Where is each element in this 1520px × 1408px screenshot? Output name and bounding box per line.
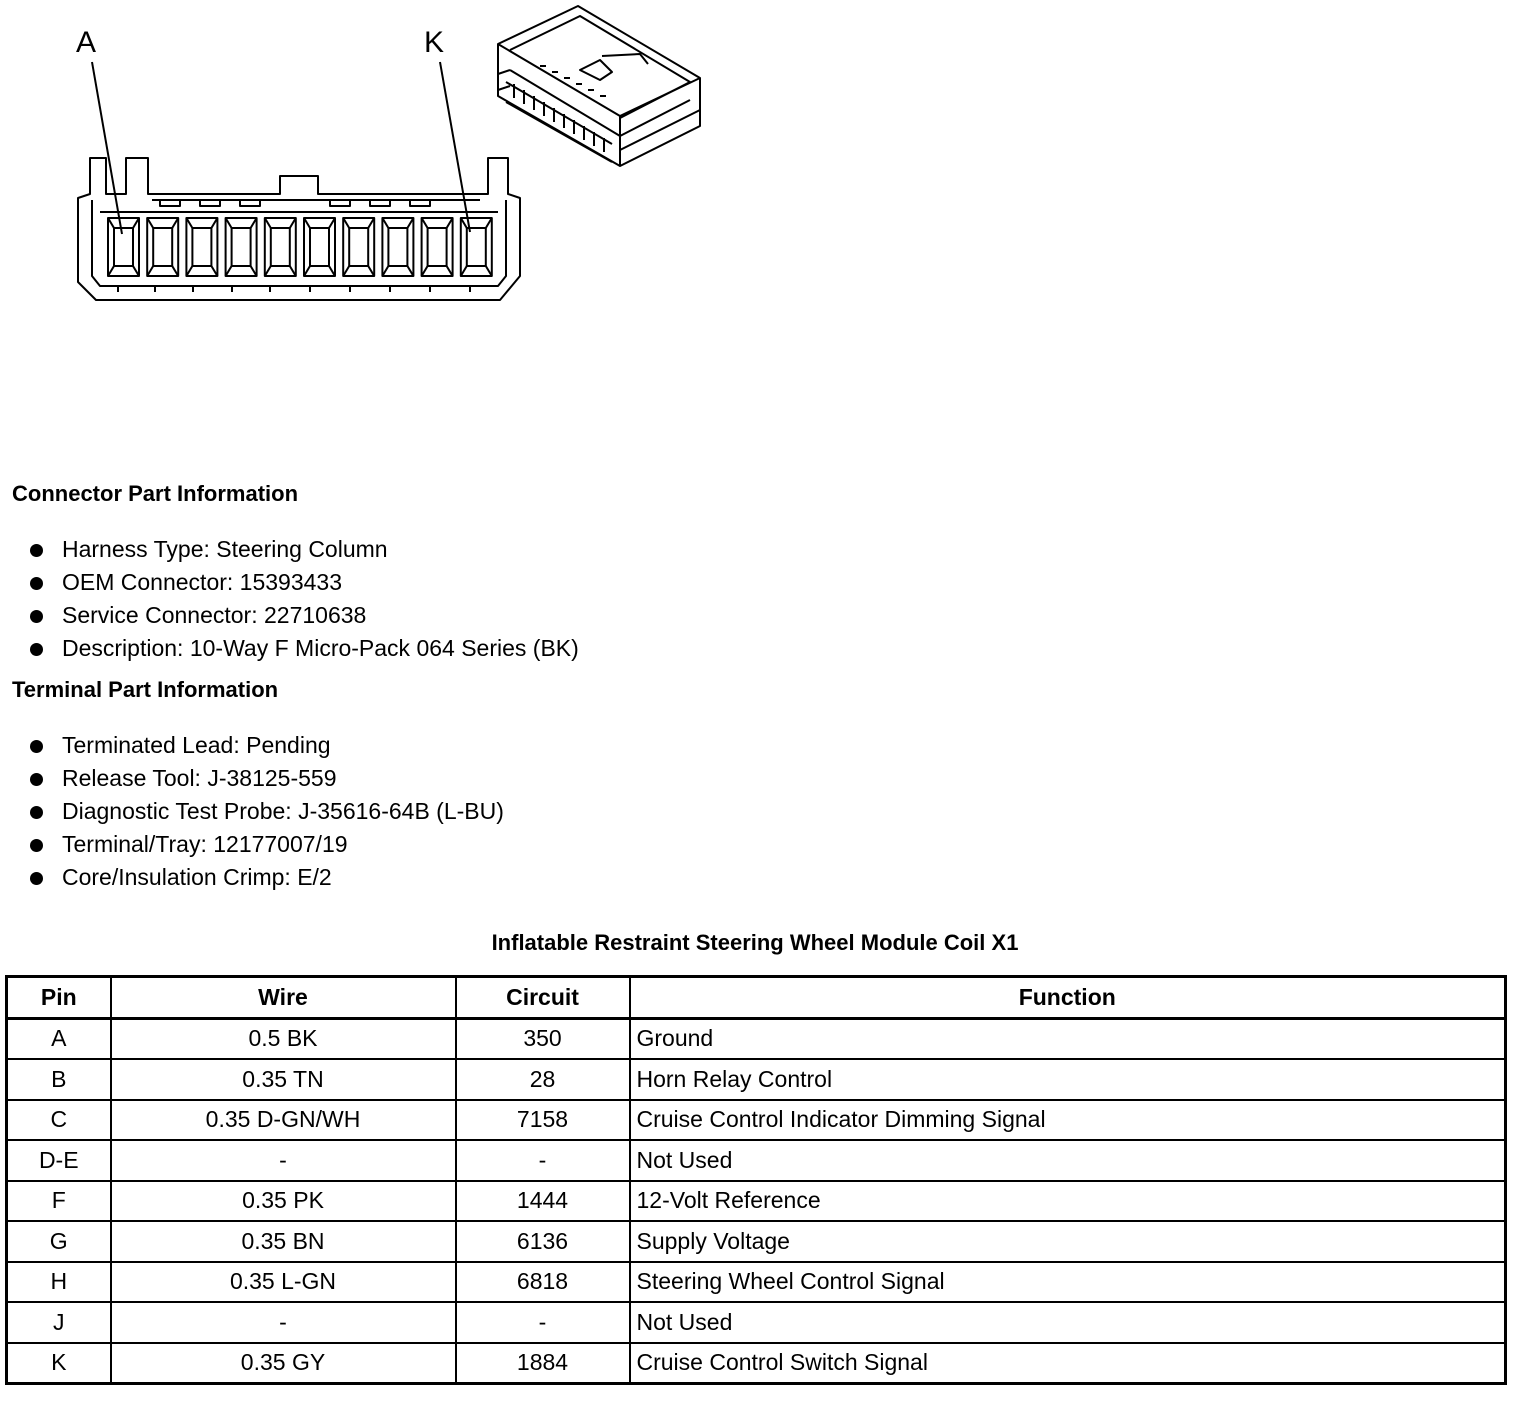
leader-line-a — [92, 62, 122, 234]
connector-cavity — [108, 218, 139, 276]
connector-cavity — [186, 218, 217, 276]
cell-wire: 0.35 BN — [111, 1221, 456, 1262]
list-item — [28, 599, 579, 632]
connector-cavity — [265, 218, 296, 276]
cell-pin: H — [7, 1262, 111, 1303]
cell-pin: D-E — [7, 1140, 111, 1181]
bullet-icon — [30, 872, 43, 885]
cell-circuit: 350 — [456, 1018, 630, 1059]
bullet-icon — [30, 577, 43, 590]
table-row — [7, 1302, 1506, 1343]
column-header-function: Function — [630, 977, 1506, 1019]
table-row — [7, 1343, 1506, 1384]
list-item-text: Description: 10-Way F Micro-Pack 064 Series (BK) — [62, 635, 579, 661]
cavity-bevel — [304, 218, 335, 276]
connector-diagram — [0, 0, 740, 320]
cell-wire: 0.5 BK — [111, 1018, 456, 1059]
list-item-text: Release Tool: J-38125-559 — [62, 765, 337, 791]
cell-function: Ground — [630, 1018, 1506, 1059]
list-item — [28, 795, 504, 828]
cell-circuit: - — [456, 1302, 630, 1343]
cavity-bevel — [343, 218, 374, 276]
connector-face-view — [78, 158, 520, 300]
cell-function: Not Used — [630, 1302, 1506, 1343]
cell-circuit: 6818 — [456, 1262, 630, 1303]
connector-cavity — [461, 218, 492, 276]
bullet-icon — [30, 643, 43, 656]
list-item-text: Service Connector: 22710638 — [62, 602, 367, 628]
list-item-text: OEM Connector: 15393433 — [62, 569, 343, 595]
terminal-info-title: Terminal Part Information — [12, 677, 279, 702]
cavity-terminal — [232, 228, 251, 266]
terminal-info-list — [28, 729, 504, 894]
cavity-terminal — [467, 228, 486, 266]
cell-wire: 0.35 L-GN — [111, 1262, 456, 1303]
table-row — [7, 1059, 1506, 1100]
table-title: Inflatable Restraint Steering Wheel Module Coil X1 — [491, 930, 1019, 955]
table-row — [7, 1100, 1506, 1141]
list-item-text: Diagnostic Test Probe: J-35616-64B (L-BU) — [62, 798, 504, 824]
column-header-circuit: Circuit — [456, 977, 630, 1019]
bullet-icon — [30, 544, 43, 557]
table-row — [7, 1140, 1506, 1181]
cavity-terminal — [153, 228, 172, 266]
list-item — [28, 729, 504, 762]
cavity-terminal — [428, 228, 447, 266]
cell-wire: 0.35 D-GN/WH — [111, 1100, 456, 1141]
cavity-terminal — [192, 228, 211, 266]
cell-circuit: 6136 — [456, 1221, 630, 1262]
bullet-icon — [30, 806, 43, 819]
bullet-icon — [30, 773, 43, 786]
cavity-terminal — [310, 228, 329, 266]
cell-wire: - — [111, 1140, 456, 1181]
list-item — [28, 632, 579, 665]
cell-function: Not Used — [630, 1140, 1506, 1181]
leader-line-k — [440, 62, 470, 232]
cell-circuit: 28 — [456, 1059, 630, 1100]
cell-function: Cruise Control Switch Signal — [630, 1343, 1506, 1384]
cell-circuit: 7158 — [456, 1100, 630, 1141]
connector-cavity — [147, 218, 178, 276]
cell-function: 12-Volt Reference — [630, 1181, 1506, 1222]
connector-info-title: Connector Part Information — [12, 481, 299, 506]
connector-isometric-view — [498, 6, 700, 166]
connector-cavity — [382, 218, 413, 276]
table-row — [7, 1262, 1506, 1303]
pin-label-k: K — [424, 26, 445, 59]
table-row — [7, 1221, 1506, 1262]
cavity-bevel — [226, 218, 257, 276]
pin-label-a: A — [76, 26, 97, 59]
cell-pin: C — [7, 1100, 111, 1141]
cell-circuit: 1444 — [456, 1181, 630, 1222]
list-item — [28, 533, 579, 566]
connector-cavities — [108, 218, 492, 276]
cavity-bevel — [186, 218, 217, 276]
cavity-bevel — [461, 218, 492, 276]
bullet-icon — [30, 610, 43, 623]
list-item — [28, 828, 504, 861]
bullet-icon — [30, 839, 43, 852]
cell-pin: K — [7, 1343, 111, 1384]
cell-pin: G — [7, 1221, 111, 1262]
bullet-icon — [30, 740, 43, 753]
list-item-text: Terminal/Tray: 12177007/19 — [62, 831, 348, 857]
connector-cavity — [226, 218, 257, 276]
cell-pin: J — [7, 1302, 111, 1343]
connector-cavity — [343, 218, 374, 276]
cell-pin: A — [7, 1018, 111, 1059]
cavity-terminal — [114, 228, 133, 266]
cell-function: Supply Voltage — [630, 1221, 1506, 1262]
cell-function: Cruise Control Indicator Dimming Signal — [630, 1100, 1506, 1141]
cavity-bevel — [108, 218, 139, 276]
table-row — [7, 1181, 1506, 1222]
connector-cavity — [422, 218, 453, 276]
cavity-terminal — [388, 228, 407, 266]
list-item-text: Harness Type: Steering Column — [62, 536, 388, 562]
cell-wire: 0.35 GY — [111, 1343, 456, 1384]
connector-info-list — [28, 533, 579, 665]
cell-circuit: 1884 — [456, 1343, 630, 1384]
cell-pin: F — [7, 1181, 111, 1222]
list-item-text: Terminated Lead: Pending — [62, 732, 331, 758]
cell-function: Horn Relay Control — [630, 1059, 1506, 1100]
list-item — [28, 762, 504, 795]
connector-cavity — [304, 218, 335, 276]
table-row — [7, 1018, 1506, 1059]
cell-function: Steering Wheel Control Signal — [630, 1262, 1506, 1303]
cell-pin: B — [7, 1059, 111, 1100]
cell-wire: 0.35 PK — [111, 1181, 456, 1222]
column-header-wire: Wire — [111, 977, 456, 1019]
cell-wire: 0.35 TN — [111, 1059, 456, 1100]
cell-circuit: - — [456, 1140, 630, 1181]
cavity-bevel — [382, 218, 413, 276]
cavity-terminal — [349, 228, 368, 266]
list-item — [28, 566, 579, 599]
list-item-text: Core/Insulation Crimp: E/2 — [62, 864, 332, 890]
cavity-bevel — [422, 218, 453, 276]
cell-wire: - — [111, 1302, 456, 1343]
pinout-table — [5, 975, 1507, 1385]
list-item — [28, 861, 504, 894]
cavity-bevel — [147, 218, 178, 276]
table-header-row — [7, 977, 1506, 1019]
cavity-bevel — [265, 218, 296, 276]
cavity-terminal — [271, 228, 290, 266]
column-header-pin: Pin — [7, 977, 111, 1019]
